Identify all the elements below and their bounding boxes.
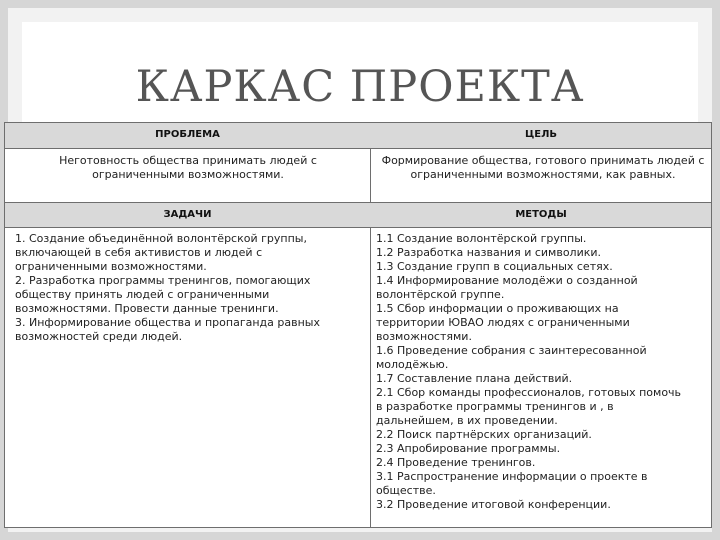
- page-title: КАРКАС ПРОЕКТА: [135, 62, 585, 112]
- method-line: 1.7 Составление плана действий.: [376, 372, 573, 385]
- method-line: 1.2 Разработка названия и символики.: [376, 246, 602, 259]
- task-line: возможностей среди людей.: [15, 330, 183, 343]
- method-line: 1.6 Проведение собрания с заинтересованной: [376, 344, 647, 357]
- title-band: [22, 22, 698, 134]
- header-row-problem-goal: [5, 123, 711, 149]
- header-row-tasks-methods: [5, 202, 711, 228]
- method-line: 3.1 Распространение информации о проекте в: [376, 470, 648, 483]
- method-line: 2.3 Апробирование программы.: [376, 442, 561, 455]
- column-divider: [370, 123, 371, 527]
- header-problem: ПРОБЛЕМА: [155, 129, 220, 140]
- header-tasks: ЗАДАЧИ: [163, 209, 212, 220]
- method-line: 1.5 Сбор информации о проживающих на: [376, 302, 619, 315]
- method-line: в разработке программы тренингов и , в: [376, 400, 614, 413]
- task-line: 3. Информирование общества и пропаганда равных: [15, 316, 320, 329]
- method-line: 2.4 Проведение тренингов.: [376, 456, 536, 469]
- task-line: 2. Разработка программы тренингов, помогающих: [15, 274, 311, 287]
- method-line: обществе.: [376, 484, 436, 497]
- method-line: 2.1 Сбор команды профессионалов, готовых помочь: [376, 386, 682, 399]
- method-line: волонтёрской группе.: [376, 288, 505, 301]
- goal-cell: Формирование общества, готового принимать людей с ограниченными возможностями, как равных.: [381, 154, 705, 181]
- method-line: дальнейшем, в их проведении.: [376, 414, 558, 427]
- task-line: ограниченными возможностями.: [15, 260, 207, 273]
- method-line: территории ЮВАО людях с ограниченными: [376, 316, 630, 329]
- method-line: 2.2 Поиск партнёрских организаций.: [376, 428, 592, 441]
- task-line: возможностями. Провести данные тренинги.: [15, 302, 279, 315]
- project-framework-table: [4, 122, 712, 528]
- methods-cell: [376, 232, 710, 512]
- header-goal: ЦЕЛЬ: [524, 129, 558, 140]
- method-line: возможностями.: [376, 330, 472, 343]
- method-line: 1.1 Создание волонтёрской группы.: [376, 232, 587, 245]
- method-line: 1.3 Создание групп в социальных сетях.: [376, 260, 613, 273]
- method-line: 1.4 Информирование молодёжи о созданной: [376, 274, 638, 287]
- header-methods: МЕТОДЫ: [515, 209, 567, 220]
- problem-cell: Неготовность общества принимать людей с ограниченными возможностями.: [59, 154, 317, 181]
- task-line: обществу принять людей с ограниченными: [15, 288, 270, 301]
- tasks-cell: [15, 232, 365, 344]
- task-line: включающей в себя активистов и людей с: [15, 246, 263, 259]
- method-line: 3.2 Проведение итоговой конференции.: [376, 498, 611, 511]
- method-line: молодёжью.: [376, 358, 449, 371]
- task-line: 1. Создание объединённой волонтёрской группы,: [15, 232, 307, 245]
